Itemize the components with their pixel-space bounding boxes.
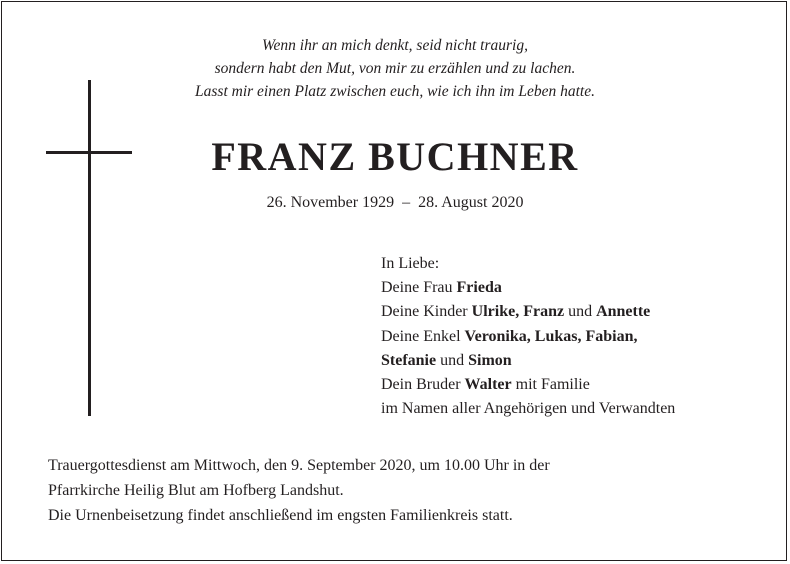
service-line: Trauergottesdienst am Mittwoch, den 9. September 2020, um 10.00 Uhr in der [48,457,550,474]
mourners-list [381,252,675,421]
mourner-grandchildren: Deine Enkel Veronika, Lukas, Fabian, [381,327,638,345]
poem-line: Lasst mir einen Platz zwischen euch, wie ich ihn im Leben hatte. [195,83,595,100]
mourner-wife: Deine Frau Frieda [381,279,502,297]
poem-line: Wenn ihr an mich denkt, seid nicht traurig, [262,37,528,54]
mourner-children: Deine Kinder Ulrike, Franz und Annette [381,303,651,321]
poem-line: sondern habt den Mut, von mir zu erzählen und zu lachen. [214,60,576,77]
service-info [48,453,550,528]
deceased-name: FRANZ BUCHNER [211,134,579,179]
service-line: Pfarrkirche Heilig Blut am Hofberg Landshut. [48,482,344,499]
life-dates: 26. November 1929 – 28. August 2020 [266,194,524,211]
mourner-grandchildren-cont: Stefanie und Simon [381,351,512,369]
mourner-relatives: im Namen aller Angehörigen und Verwandten [381,400,676,418]
mourners-heading: In Liebe: [381,255,440,272]
cross-icon-vertical [88,80,91,416]
service-line: Die Urnenbeisetzung findet anschließend im engsten Familienkreis statt. [48,507,513,524]
poem [0,34,790,103]
mourner-brother: Dein Bruder Walter mit Familie [381,376,590,394]
